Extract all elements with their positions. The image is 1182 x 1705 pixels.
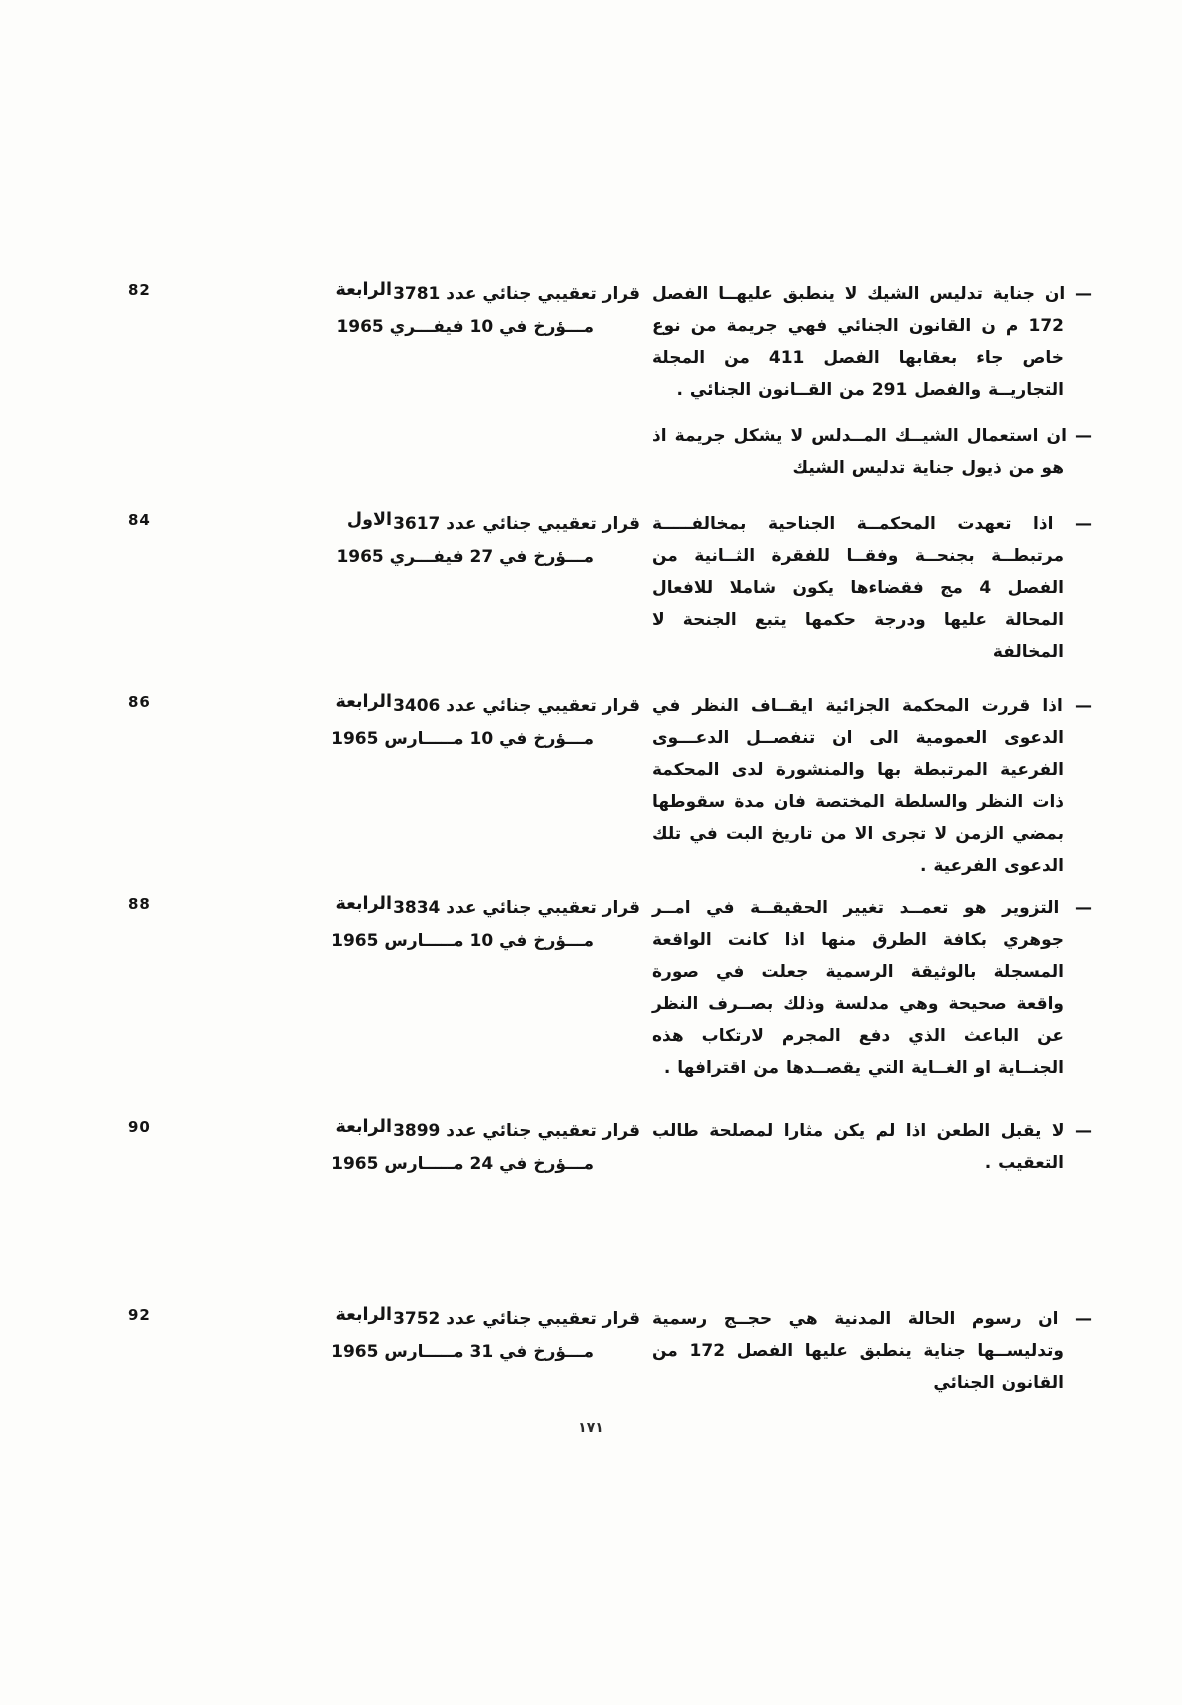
summary-column <box>652 508 1092 682</box>
page-ref-number: 92 <box>128 1306 151 1324</box>
summary-column <box>652 278 1092 498</box>
decision-title: قرار تعقيبي جنائي عدد 3834 <box>393 898 640 918</box>
chamber-label: الرابعة <box>335 1117 392 1137</box>
summary-item: — التزوير هو تعمــد تغيير الحقيقــة في امــر جوهري بكافة الطرق منها اذا كانت الواقعة المسجلة بالوثيقة الرسمية جعلت في صورة واقعة صحيحة وهي مدلسة وذلك بصــرف النظر عن الباعث الذي دفع المجرم لارتكاب هذه الجنــاية او الغــاية التي يقصــدها من اقترافها . <box>652 898 1092 1078</box>
folio-number: ١٧١ <box>578 1420 604 1436</box>
page-ref-number: 86 <box>128 693 151 711</box>
decision-title: قرار تعقيبي جنائي عدد 3617 <box>393 514 640 534</box>
chamber-label: الرابعة <box>335 692 392 712</box>
index-entry <box>90 1115 1092 1193</box>
decision-date: مـــؤرخ في 31 مـــــارس 1965 <box>331 1342 594 1362</box>
index-entry <box>90 892 1092 1098</box>
decision-date: مـــؤرخ في 24 مـــــارس 1965 <box>331 1154 594 1174</box>
summary-item: — ان رسوم الحالة المدنية هي حجــج رسمية وتدليســها جناية ينطبق عليها الفصل 172 من القانون الجنائي <box>652 1309 1092 1393</box>
index-entry <box>90 1303 1092 1413</box>
summary-column <box>652 1115 1092 1193</box>
chamber-label: الاول <box>346 510 392 530</box>
decision-title: قرار تعقيبي جنائي عدد 3781 <box>393 284 640 304</box>
page-ref-number: 82 <box>128 281 151 299</box>
summary-column <box>652 1303 1092 1413</box>
index-entry <box>90 278 1092 498</box>
summary-item: — ان جناية تدليس الشيك لا ينطبق عليهــا الفصل 172 م ن القانون الجنائي فهي جريمة من نوع خاص جاء بعقابها الفصل 411 من المجلة التجاريــة والفصل 291 من القــانون الجنائي . <box>652 284 1092 400</box>
summary-column <box>652 690 1092 896</box>
decision-date: مـــؤرخ في 10 فيفـــري 1965 <box>336 317 594 337</box>
summary-item: — اذا قررت المحكمة الجزائية ايقــاف النظر في الدعوى العمومية الى ان تنفصــل الدعـــوى الفرعية المرتبطة بها والمنشورة لدى المحكمة ذات النظر والسلطة المختصة فان مدة سقوطها بمضي الزمن لا تجرى الا من تاريخ البت في تلك الدعوى الفرعية . <box>652 696 1092 876</box>
chamber-label: الرابعة <box>335 280 392 300</box>
summary-item: — لا يقبل الطعن اذا لم يكن مثارا لمصلحة طالب التعقيب . <box>652 1121 1092 1173</box>
index-entry <box>90 690 1092 896</box>
page-ref-number: 84 <box>128 511 151 529</box>
page-ref-number: 88 <box>128 895 151 913</box>
summary-item: — اذا تعهدت المحكمــة الجناحية بمخالفـــــة مرتبطــة بجنحــة وفقــا للفقرة الثــانية من الفصل 4 مج فقضاءها يكون شاملا للافعال المحالة عليها ودرجة حكمها يتبع الجنحة لا المخالفة <box>652 514 1092 662</box>
summary-item: — ان استعمال الشيــك المــدلس لا يشكل جريمة اذ هو من ذيول جناية تدليس الشيك <box>652 426 1092 478</box>
decision-title: قرار تعقيبي جنائي عدد 3406 <box>393 696 640 716</box>
summary-column <box>652 892 1092 1098</box>
page-ref-number: 90 <box>128 1118 151 1136</box>
decision-date: مـــؤرخ في 10 مـــــارس 1965 <box>331 729 594 749</box>
chamber-label: الرابعة <box>335 894 392 914</box>
index-entry <box>90 508 1092 682</box>
decision-date: مـــؤرخ في 27 فيفـــري 1965 <box>336 547 594 567</box>
chamber-label: الرابعة <box>335 1305 392 1325</box>
decision-date: مـــؤرخ في 10 مـــــارس 1965 <box>331 931 594 951</box>
decision-title: قرار تعقيبي جنائي عدد 3752 <box>393 1309 640 1329</box>
decision-title: قرار تعقيبي جنائي عدد 3899 <box>393 1121 640 1141</box>
